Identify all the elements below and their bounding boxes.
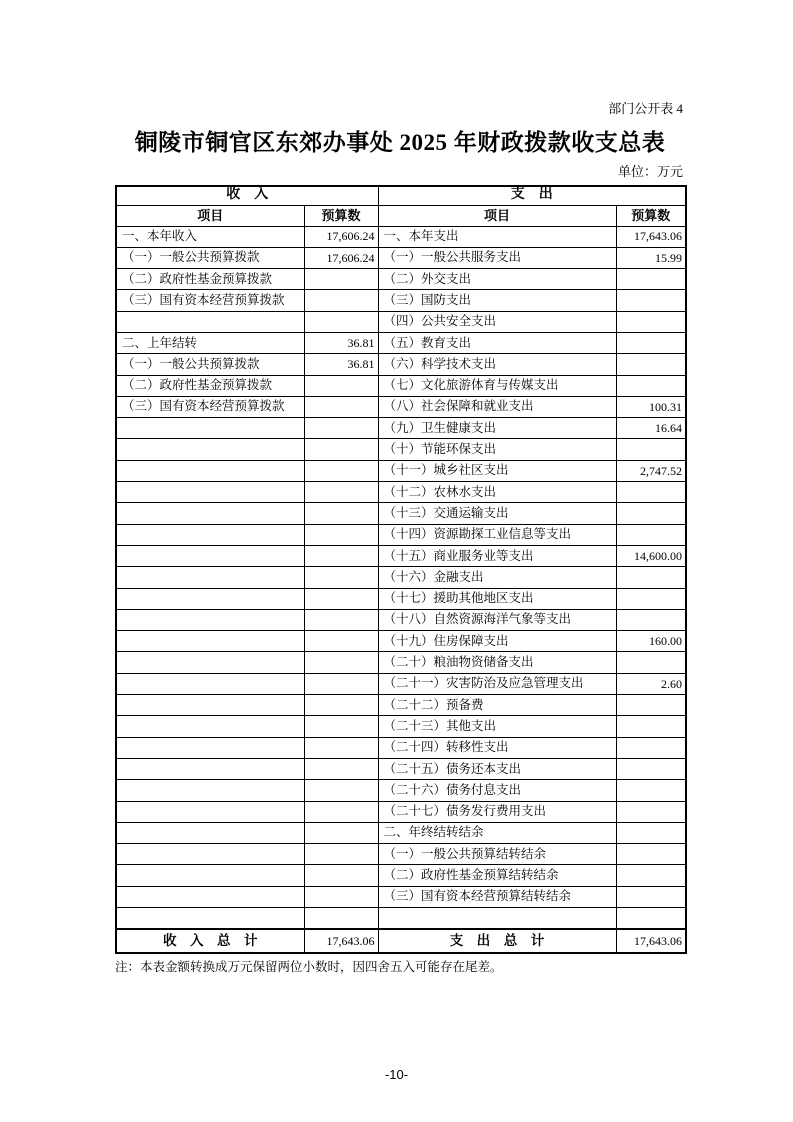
income-item-cell	[116, 844, 304, 865]
expense-item-cell: （十五）商业服务业等支出	[378, 545, 616, 566]
income-item-cell: （二）政府性基金预算拨款	[116, 375, 304, 396]
expense-item-cell: （十九）住房保障支出	[378, 631, 616, 652]
income-total-value: 17,643.06	[304, 929, 378, 953]
page-title: 铜陵市铜官区东郊办事处 2025 年财政拨款收支总表	[134, 130, 666, 155]
expense-total-value: 17,643.06	[616, 929, 686, 953]
income-budget-cell	[304, 631, 378, 652]
income-item-cell	[116, 418, 304, 439]
income-budget-cell	[304, 652, 378, 673]
income-budget-cell	[304, 908, 378, 929]
expense-budget-cell	[616, 908, 686, 929]
income-budget-cell	[304, 780, 378, 801]
income-budget-cell	[304, 418, 378, 439]
income-budget-cell	[304, 695, 378, 716]
income-budget-cell	[304, 503, 378, 524]
expense-item-cell: （一）一般公共预算结转结余	[378, 844, 616, 865]
income-item-cell	[116, 695, 304, 716]
expense-item-cell: （三）国有资本经营预算结转结余	[378, 886, 616, 907]
expense-budget-cell	[616, 375, 686, 396]
expense-item-cell: （八）社会保障和就业支出	[378, 396, 616, 417]
table-row	[116, 588, 686, 609]
income-item-cell	[116, 439, 304, 460]
expense-item-cell: （二十）粮油物资储备支出	[378, 652, 616, 673]
table-row	[116, 460, 686, 481]
table-row	[116, 737, 686, 758]
table-row	[116, 801, 686, 822]
income-budget-header: 预算数	[304, 205, 378, 226]
expense-budget-cell: 15.99	[616, 247, 686, 268]
expense-budget-cell	[616, 716, 686, 737]
expense-budget-cell	[616, 609, 686, 630]
expense-item-header: 项目	[378, 205, 616, 226]
income-budget-cell: 36.81	[304, 354, 378, 375]
expense-item-cell: （十六）金融支出	[378, 567, 616, 588]
expense-budget-cell: 100.31	[616, 396, 686, 417]
expense-item-cell: （二）政府性基金预算结转结余	[378, 865, 616, 886]
expense-budget-cell	[616, 588, 686, 609]
corner-label: 部门公开表 4	[608, 101, 683, 116]
table-row	[116, 247, 686, 268]
income-budget-cell	[304, 482, 378, 503]
expense-budget-cell: 16.64	[616, 418, 686, 439]
expense-item-cell: （二十五）债务还本支出	[378, 758, 616, 779]
income-budget-cell: 17,606.24	[304, 247, 378, 268]
table-row	[116, 609, 686, 630]
table-row	[116, 865, 686, 886]
expense-item-cell: （一）一般公共服务支出	[378, 247, 616, 268]
expense-item-cell: （二十三）其他支出	[378, 716, 616, 737]
unit-label: 单位：万元	[617, 164, 683, 179]
income-budget-cell	[304, 673, 378, 694]
table-row	[116, 822, 686, 843]
table-row	[116, 418, 686, 439]
income-item-cell	[116, 482, 304, 503]
income-budget-cell: 17,606.24	[304, 226, 378, 247]
table-row	[116, 482, 686, 503]
income-item-cell	[116, 758, 304, 779]
expense-item-cell: （九）卫生健康支出	[378, 418, 616, 439]
income-budget-cell	[304, 439, 378, 460]
page-number: -10-	[384, 1067, 409, 1082]
table-row	[116, 439, 686, 460]
income-budget-cell	[304, 609, 378, 630]
expense-item-cell: （五）教育支出	[378, 332, 616, 353]
expense-budget-cell	[616, 822, 686, 843]
expense-budget-cell	[616, 524, 686, 545]
table-row	[116, 567, 686, 588]
income-total-label: 收 入 总 计	[116, 929, 304, 953]
expense-budget-cell	[616, 758, 686, 779]
income-item-header: 项目	[116, 205, 304, 226]
income-item-cell: （三）国有资本经营预算拨款	[116, 396, 304, 417]
income-item-cell	[116, 822, 304, 843]
income-budget-cell	[304, 545, 378, 566]
income-item-cell	[116, 865, 304, 886]
income-budget-cell	[304, 865, 378, 886]
table-body	[116, 226, 686, 929]
table-row	[116, 524, 686, 545]
expense-item-cell: （二十六）债务付息支出	[378, 780, 616, 801]
income-budget-cell	[304, 375, 378, 396]
expense-budget-cell	[616, 354, 686, 375]
income-item-cell: （一）一般公共预算拨款	[116, 354, 304, 375]
income-budget-cell	[304, 716, 378, 737]
income-budget-cell	[304, 396, 378, 417]
section-header-row	[116, 186, 686, 205]
table-row	[116, 716, 686, 737]
income-item-cell	[116, 567, 304, 588]
income-budget-cell	[304, 524, 378, 545]
expense-item-cell: （十）节能环保支出	[378, 439, 616, 460]
expense-item-cell: （四）公共安全支出	[378, 311, 616, 332]
table-row	[116, 695, 686, 716]
income-item-cell	[116, 503, 304, 524]
income-item-cell	[116, 673, 304, 694]
expense-budget-header: 预算数	[616, 205, 686, 226]
income-item-cell: （一）一般公共预算拨款	[116, 247, 304, 268]
expense-item-cell: （六）科学技术支出	[378, 354, 616, 375]
income-budget-cell	[304, 588, 378, 609]
table-row	[116, 652, 686, 673]
expense-budget-cell: 2,747.52	[616, 460, 686, 481]
table-row	[116, 503, 686, 524]
income-item-cell	[116, 780, 304, 801]
table-row	[116, 886, 686, 907]
expense-item-cell: 一、本年支出	[378, 226, 616, 247]
expense-item-cell: （二十一）灾害防治及应急管理支出	[378, 673, 616, 694]
expense-budget-cell	[616, 865, 686, 886]
income-item-cell: 二、上年结转	[116, 332, 304, 353]
footnote: 注：本表金额转换成万元保留两位小数时，因四舍五入可能存在尾差。	[115, 960, 503, 974]
expense-total-label: 支 出 总 计	[378, 929, 616, 953]
income-item-cell	[116, 311, 304, 332]
income-budget-cell	[304, 801, 378, 822]
expense-budget-cell	[616, 780, 686, 801]
table-row	[116, 354, 686, 375]
expense-item-cell: （七）文化旅游体育与传媒支出	[378, 375, 616, 396]
income-budget-cell	[304, 844, 378, 865]
table-row	[116, 375, 686, 396]
expense-budget-cell	[616, 503, 686, 524]
budget-table	[115, 185, 687, 954]
expense-item-cell: （二）外交支出	[378, 269, 616, 290]
income-item-cell	[116, 908, 304, 929]
table-row	[116, 758, 686, 779]
expense-item-cell: （十八）自然资源海洋气象等支出	[378, 609, 616, 630]
income-item-cell	[116, 460, 304, 481]
table-row	[116, 545, 686, 566]
income-item-cell: （二）政府性基金预算拨款	[116, 269, 304, 290]
table-row	[116, 908, 686, 929]
income-item-cell: （三）国有资本经营预算拨款	[116, 290, 304, 311]
expense-budget-cell	[616, 439, 686, 460]
expense-item-cell: （二十二）预备费	[378, 695, 616, 716]
expense-budget-cell	[616, 886, 686, 907]
expense-budget-cell	[616, 844, 686, 865]
income-budget-cell	[304, 758, 378, 779]
table-row	[116, 226, 686, 247]
income-budget-cell	[304, 269, 378, 290]
income-item-cell	[116, 737, 304, 758]
table-row	[116, 631, 686, 652]
expense-item-cell: （十七）援助其他地区支出	[378, 588, 616, 609]
table-row	[116, 396, 686, 417]
expense-budget-cell: 17,643.06	[616, 226, 686, 247]
income-budget-cell: 36.81	[304, 332, 378, 353]
income-budget-cell	[304, 822, 378, 843]
expense-budget-cell	[616, 567, 686, 588]
expense-item-cell: （十一）城乡社区支出	[378, 460, 616, 481]
income-item-cell	[116, 801, 304, 822]
expense-budget-cell	[616, 737, 686, 758]
income-budget-cell	[304, 567, 378, 588]
expense-budget-cell	[616, 801, 686, 822]
total-row	[116, 929, 686, 953]
expense-item-cell: （十四）资源勘探工业信息等支出	[378, 524, 616, 545]
expense-item-cell	[378, 908, 616, 929]
expense-budget-cell	[616, 311, 686, 332]
expense-item-cell: （十三）交通运输支出	[378, 503, 616, 524]
table-row	[116, 332, 686, 353]
income-item-cell	[116, 588, 304, 609]
table-row	[116, 673, 686, 694]
table-row	[116, 780, 686, 801]
expense-item-cell: （三）国防支出	[378, 290, 616, 311]
expense-budget-cell: 160.00	[616, 631, 686, 652]
expense-budget-cell: 2.60	[616, 673, 686, 694]
expense-budget-cell	[616, 652, 686, 673]
table-row	[116, 844, 686, 865]
expense-budget-cell	[616, 269, 686, 290]
expense-budget-cell	[616, 695, 686, 716]
income-budget-cell	[304, 737, 378, 758]
table-row	[116, 290, 686, 311]
income-item-cell	[116, 609, 304, 630]
expense-budget-cell	[616, 332, 686, 353]
column-header-row	[116, 205, 686, 226]
expense-item-cell: （十二）农林水支出	[378, 482, 616, 503]
income-budget-cell	[304, 886, 378, 907]
expense-budget-cell: 14,600.00	[616, 545, 686, 566]
income-budget-cell	[304, 460, 378, 481]
expense-item-cell: （二十四）转移性支出	[378, 737, 616, 758]
income-budget-cell	[304, 290, 378, 311]
income-budget-cell	[304, 311, 378, 332]
income-item-cell	[116, 631, 304, 652]
expense-budget-cell	[616, 482, 686, 503]
income-item-cell: 一、本年收入	[116, 226, 304, 247]
income-item-cell	[116, 716, 304, 737]
income-item-cell	[116, 886, 304, 907]
table-row	[116, 311, 686, 332]
income-item-cell	[116, 545, 304, 566]
expense-budget-cell	[616, 290, 686, 311]
table-row	[116, 269, 686, 290]
income-section-header: 收 入	[116, 186, 378, 205]
expense-item-cell: 二、年终结转结余	[378, 822, 616, 843]
expense-item-cell: （二十七）债务发行费用支出	[378, 801, 616, 822]
income-item-cell	[116, 652, 304, 673]
expense-section-header: 支 出	[378, 186, 686, 205]
income-item-cell	[116, 524, 304, 545]
